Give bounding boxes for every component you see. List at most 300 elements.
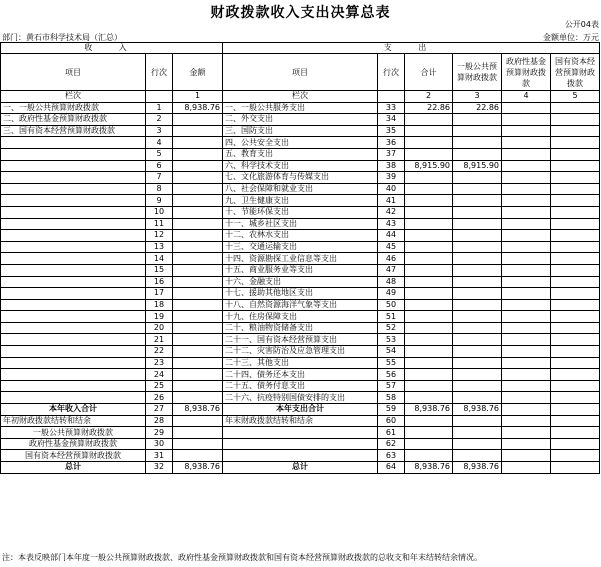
general-budget-cell [453, 241, 502, 253]
income-line-cell: 28 [146, 415, 173, 427]
general-budget-cell [453, 392, 502, 404]
total-cell: 8,915.90 [405, 160, 453, 172]
unit-label: 金额单位：万元 [543, 33, 599, 42]
total-cell: 22.86 [405, 102, 453, 114]
state-capital-cell [551, 415, 600, 427]
state-capital-cell [551, 114, 600, 126]
state-capital-cell [551, 427, 600, 439]
state-capital-cell [551, 195, 600, 207]
gov-fund-cell [502, 438, 551, 450]
general-budget-cell [453, 438, 502, 450]
state-capital-cell [551, 311, 600, 323]
state-capital-cell [551, 369, 600, 381]
income-amount-cell [173, 253, 223, 265]
total-cell [405, 392, 453, 404]
income-item-cell: 一般公共预算财政拨款 [1, 427, 146, 439]
expense-item-cell: 十七、援助其他地区支出 [223, 288, 378, 300]
total-cell [405, 230, 453, 242]
expense-line-cell: 43 [378, 218, 405, 230]
income-item-cell: 总计 [1, 462, 146, 474]
expense-line-cell: 36 [378, 137, 405, 149]
expense-item-cell: 二十五、债务付息支出 [223, 380, 378, 392]
income-amount-cell [173, 392, 223, 404]
general-budget-cell [453, 114, 502, 126]
table-row [1, 276, 600, 288]
budget-summary-table [0, 42, 600, 474]
total-cell [405, 334, 453, 346]
income-line-cell: 10 [146, 206, 173, 218]
gov-fund-cell [502, 357, 551, 369]
expense-item-cell: 十四、资源勘探工业信息等支出 [223, 253, 378, 265]
state-capital-cell [551, 322, 600, 334]
income-amount-cell [173, 114, 223, 126]
income-line-cell: 23 [146, 357, 173, 369]
column-label-left: 栏次 [1, 91, 146, 103]
general-budget-cell [453, 380, 502, 392]
total-cell [405, 264, 453, 276]
income-amount-cell [173, 230, 223, 242]
table-row [1, 357, 600, 369]
general-budget-header: 一般公共预算财政拨款 [453, 54, 502, 91]
income-item-header: 项目 [1, 54, 146, 91]
income-line-cell: 29 [146, 427, 173, 439]
general-budget-cell [453, 183, 502, 195]
gov-fund-header: 政府性基金预算财政拨款 [502, 54, 551, 91]
state-capital-cell [551, 137, 600, 149]
income-item-cell [1, 334, 146, 346]
total-cell [405, 183, 453, 195]
income-item-cell [1, 253, 146, 265]
total-cell [405, 276, 453, 288]
income-item-cell: 一、一般公共预算财政拨款 [1, 102, 146, 114]
table-row [1, 369, 600, 381]
total-cell [405, 311, 453, 323]
gov-fund-cell [502, 276, 551, 288]
gov-fund-cell [502, 264, 551, 276]
state-capital-cell [551, 218, 600, 230]
expense-item-cell: 四、公共安全支出 [223, 137, 378, 149]
income-line-cell: 30 [146, 438, 173, 450]
state-capital-cell [551, 357, 600, 369]
state-capital-cell [551, 183, 600, 195]
expense-line-cell: 61 [378, 427, 405, 439]
gov-fund-cell [502, 334, 551, 346]
expense-line-cell: 48 [378, 276, 405, 288]
state-capital-cell [551, 125, 600, 137]
gov-fund-cell [502, 125, 551, 137]
table-row [1, 114, 600, 126]
income-item-cell [1, 322, 146, 334]
summary-row [1, 462, 600, 474]
income-amount-cell [173, 450, 223, 462]
expense-line-cell: 41 [378, 195, 405, 207]
income-amount-header: 金额 [173, 54, 223, 91]
expense-line-cell: 47 [378, 264, 405, 276]
income-line-cell: 20 [146, 322, 173, 334]
state-capital-cell [551, 253, 600, 265]
income-item-cell [1, 172, 146, 184]
state-capital-cell [551, 462, 600, 474]
expense-item-cell: 二十、粮油物资储备支出 [223, 322, 378, 334]
general-budget-cell [453, 322, 502, 334]
gov-fund-cell [502, 102, 551, 114]
income-amount-cell [173, 125, 223, 137]
expense-line-cell: 39 [378, 172, 405, 184]
expense-item-cell: 一、一般公共服务支出 [223, 102, 378, 114]
total-cell [405, 206, 453, 218]
income-item-cell [1, 380, 146, 392]
expense-line-cell: 49 [378, 288, 405, 300]
gov-fund-cell [502, 172, 551, 184]
income-line-cell: 19 [146, 311, 173, 323]
expense-item-cell: 二十二、灾害防治及应急管理支出 [223, 346, 378, 358]
state-capital-cell [551, 264, 600, 276]
total-cell: 8,938.76 [405, 404, 453, 416]
footnote: 注：本表反映部门本年度一般公共预算财政拨款、政府性基金预算财政拨款和国有资本经营预算财政拨款的总收支和年末结转结余情况。 [2, 553, 482, 562]
general-budget-cell [453, 415, 502, 427]
income-amount-cell [173, 195, 223, 207]
income-amount-cell [173, 137, 223, 149]
expense-line-cell: 37 [378, 148, 405, 160]
expense-item-cell: 本年支出合计 [223, 404, 378, 416]
income-item-cell [1, 288, 146, 300]
table-row [1, 230, 600, 242]
income-line-cell: 21 [146, 334, 173, 346]
income-item-cell [1, 357, 146, 369]
column-number-5: 5 [551, 91, 600, 103]
state-capital-cell [551, 450, 600, 462]
table-row [1, 334, 600, 346]
gov-fund-cell [502, 137, 551, 149]
column-number-4: 4 [502, 91, 551, 103]
gov-fund-cell [502, 230, 551, 242]
income-item-cell [1, 230, 146, 242]
expense-item-cell: 七、文化旅游体育与传媒支出 [223, 172, 378, 184]
expense-item-cell: 年末财政拨款结转和结余 [223, 415, 378, 427]
total-cell [405, 218, 453, 230]
income-line-cell: 4 [146, 137, 173, 149]
income-line-cell: 3 [146, 125, 173, 137]
table-row [1, 241, 600, 253]
gov-fund-cell [502, 462, 551, 474]
income-amount-cell [173, 160, 223, 172]
expense-line-cell: 45 [378, 241, 405, 253]
gov-fund-cell [502, 311, 551, 323]
expense-line-cell: 55 [378, 357, 405, 369]
total-cell [405, 148, 453, 160]
summary-row [1, 427, 600, 439]
expense-item-cell: 十、节能环保支出 [223, 206, 378, 218]
income-amount-cell [173, 299, 223, 311]
total-cell [405, 299, 453, 311]
income-line-cell: 18 [146, 299, 173, 311]
income-line-cell: 6 [146, 160, 173, 172]
state-capital-cell [551, 299, 600, 311]
income-item-cell: 年初财政拨款结转和结余 [1, 415, 146, 427]
income-amount-cell [173, 148, 223, 160]
state-capital-cell [551, 230, 600, 242]
income-amount-cell: 8,938.76 [173, 102, 223, 114]
expense-item-cell: 八、社会保障和就业支出 [223, 183, 378, 195]
income-line-cell: 25 [146, 380, 173, 392]
expense-item-cell: 九、卫生健康支出 [223, 195, 378, 207]
general-budget-cell [453, 206, 502, 218]
table-row [1, 264, 600, 276]
column-number-1: 1 [173, 91, 223, 103]
income-line-header: 行次 [146, 54, 173, 91]
expense-line-cell: 63 [378, 450, 405, 462]
income-item-cell [1, 276, 146, 288]
income-line-cell: 32 [146, 462, 173, 474]
table-row [1, 195, 600, 207]
income-amount-cell [173, 264, 223, 276]
state-capital-cell [551, 206, 600, 218]
total-cell [405, 241, 453, 253]
general-budget-cell [453, 276, 502, 288]
income-item-cell [1, 195, 146, 207]
expense-line-cell: 34 [378, 114, 405, 126]
column-number-2: 2 [405, 91, 453, 103]
income-item-cell [1, 148, 146, 160]
report-title: 财政拨款收入支出决算总表 [210, 5, 391, 21]
total-cell [405, 114, 453, 126]
expense-item-header: 项目 [223, 54, 378, 91]
state-capital-cell [551, 241, 600, 253]
expense-item-cell: 十六、金融支出 [223, 276, 378, 288]
column-number-row [1, 91, 600, 103]
table-row [1, 322, 600, 334]
expense-item-cell: 十五、商业服务业等支出 [223, 264, 378, 276]
income-item-cell [1, 160, 146, 172]
income-amount-cell [173, 183, 223, 195]
income-line-cell: 7 [146, 172, 173, 184]
income-item-cell [1, 346, 146, 358]
column-label-right: 栏次 [223, 91, 378, 103]
expense-line-cell: 58 [378, 392, 405, 404]
state-capital-cell [551, 404, 600, 416]
gov-fund-cell [502, 148, 551, 160]
general-budget-cell [453, 357, 502, 369]
total-cell [405, 438, 453, 450]
income-item-cell [1, 311, 146, 323]
department-label: 部门：黄石市科学技术局（汇总） [2, 33, 122, 42]
income-section-header: 收 入 [1, 43, 223, 54]
total-cell [405, 427, 453, 439]
total-cell [405, 288, 453, 300]
general-budget-cell: 8,938.76 [453, 462, 502, 474]
expense-line-cell: 50 [378, 299, 405, 311]
general-budget-cell [453, 218, 502, 230]
expense-line-cell: 53 [378, 334, 405, 346]
income-item-cell: 二、政府性基金预算财政拨款 [1, 114, 146, 126]
general-budget-cell [453, 148, 502, 160]
income-line-cell: 26 [146, 392, 173, 404]
gov-fund-cell [502, 288, 551, 300]
total-cell: 8,938.76 [405, 462, 453, 474]
income-item-cell [1, 392, 146, 404]
general-budget-cell [453, 264, 502, 276]
income-amount-cell [173, 357, 223, 369]
general-budget-cell [453, 346, 502, 358]
general-budget-cell: 8,915.90 [453, 160, 502, 172]
expense-line-cell: 42 [378, 206, 405, 218]
gov-fund-cell [502, 415, 551, 427]
expense-line-cell: 38 [378, 160, 405, 172]
total-cell [405, 172, 453, 184]
expense-item-cell: 二十六、抗疫特别国债安排的支出 [223, 392, 378, 404]
income-amount-cell [173, 241, 223, 253]
gov-fund-cell [502, 114, 551, 126]
income-item-cell [1, 183, 146, 195]
table-row [1, 253, 600, 265]
income-line-cell: 24 [146, 369, 173, 381]
income-amount-cell [173, 172, 223, 184]
expense-line-cell: 57 [378, 380, 405, 392]
total-header: 合计 [405, 54, 453, 91]
income-item-cell [1, 241, 146, 253]
gov-fund-cell [502, 218, 551, 230]
table-row [1, 125, 600, 137]
income-amount-cell [173, 206, 223, 218]
expense-line-cell: 46 [378, 253, 405, 265]
income-item-cell [1, 299, 146, 311]
expense-item-cell [223, 450, 378, 462]
income-line-cell: 12 [146, 230, 173, 242]
table-row [1, 137, 600, 149]
income-line-cell: 5 [146, 148, 173, 160]
table-row [1, 380, 600, 392]
gov-fund-cell [502, 404, 551, 416]
gov-fund-cell [502, 160, 551, 172]
gov-fund-cell [502, 195, 551, 207]
total-cell [405, 415, 453, 427]
expense-line-header: 行次 [378, 54, 405, 91]
expense-item-cell: 二十四、债务还本支出 [223, 369, 378, 381]
table-row [1, 183, 600, 195]
total-cell [405, 253, 453, 265]
table-row [1, 288, 600, 300]
income-amount-cell [173, 427, 223, 439]
total-cell [405, 346, 453, 358]
income-item-cell: 三、国有资本经营预算财政拨款 [1, 125, 146, 137]
income-amount-cell: 8,938.76 [173, 462, 223, 474]
expense-line-cell: 44 [378, 230, 405, 242]
table-row [1, 311, 600, 323]
summary-row [1, 404, 600, 416]
general-budget-cell [453, 137, 502, 149]
expense-item-cell [223, 438, 378, 450]
income-line-cell: 1 [146, 102, 173, 114]
income-amount-cell [173, 322, 223, 334]
expense-line-cell: 52 [378, 322, 405, 334]
income-amount-cell: 8,938.76 [173, 404, 223, 416]
income-item-cell [1, 369, 146, 381]
income-line-cell: 31 [146, 450, 173, 462]
gov-fund-cell [502, 253, 551, 265]
expense-line-cell: 59 [378, 404, 405, 416]
total-cell [405, 369, 453, 381]
table-row [1, 346, 600, 358]
state-capital-cell [551, 438, 600, 450]
gov-fund-cell [502, 427, 551, 439]
income-line-cell: 27 [146, 404, 173, 416]
state-capital-header: 国有资本经营预算财政拨款 [551, 54, 600, 91]
state-capital-cell [551, 334, 600, 346]
general-budget-cell [453, 172, 502, 184]
income-line-cell: 13 [146, 241, 173, 253]
expense-line-cell: 56 [378, 369, 405, 381]
table-row [1, 206, 600, 218]
income-line-cell: 11 [146, 218, 173, 230]
gov-fund-cell [502, 392, 551, 404]
table-row [1, 148, 600, 160]
table-row [1, 218, 600, 230]
income-line-cell: 22 [146, 346, 173, 358]
expense-item-cell: 二十一、国有资本经营预算支出 [223, 334, 378, 346]
income-amount-cell [173, 369, 223, 381]
expense-item-cell: 二、外交支出 [223, 114, 378, 126]
income-line-cell: 9 [146, 195, 173, 207]
total-cell [405, 137, 453, 149]
total-cell [405, 125, 453, 137]
general-budget-cell [453, 299, 502, 311]
income-line-cell: 14 [146, 253, 173, 265]
expense-section-header: 支 出 [223, 43, 600, 54]
income-item-cell: 本年收入合计 [1, 404, 146, 416]
general-budget-cell: 22.86 [453, 102, 502, 114]
income-item-cell [1, 264, 146, 276]
expense-line-cell: 51 [378, 311, 405, 323]
table-code: 公开04表 [564, 20, 599, 29]
gov-fund-cell [502, 183, 551, 195]
general-budget-cell [453, 125, 502, 137]
gov-fund-cell [502, 380, 551, 392]
table-row [1, 160, 600, 172]
income-item-cell: 国有资本经营预算财政拨款 [1, 450, 146, 462]
gov-fund-cell [502, 299, 551, 311]
summary-row [1, 450, 600, 462]
general-budget-cell [453, 288, 502, 300]
total-cell [405, 450, 453, 462]
table-row [1, 299, 600, 311]
income-amount-cell [173, 288, 223, 300]
expense-line-cell: 60 [378, 415, 405, 427]
expense-item-cell: 六、科学技术支出 [223, 160, 378, 172]
expense-item-cell: 十八、自然资源海洋气象等支出 [223, 299, 378, 311]
income-line-cell: 15 [146, 264, 173, 276]
expense-item-cell: 三、国防支出 [223, 125, 378, 137]
state-capital-cell [551, 102, 600, 114]
expense-item-cell: 十一、城乡社区支出 [223, 218, 378, 230]
income-amount-cell [173, 380, 223, 392]
expense-item-cell: 十二、农林水支出 [223, 230, 378, 242]
general-budget-cell [453, 230, 502, 242]
expense-line-cell: 64 [378, 462, 405, 474]
income-amount-cell [173, 218, 223, 230]
income-amount-cell [173, 311, 223, 323]
income-line-cell: 2 [146, 114, 173, 126]
income-line-cell: 17 [146, 288, 173, 300]
expense-line-cell: 33 [378, 102, 405, 114]
summary-row [1, 438, 600, 450]
state-capital-cell [551, 380, 600, 392]
table-row [1, 102, 600, 114]
table-row [1, 392, 600, 404]
gov-fund-cell [502, 322, 551, 334]
state-capital-cell [551, 276, 600, 288]
expense-item-cell: 十九、住房保障支出 [223, 311, 378, 323]
general-budget-cell [453, 311, 502, 323]
